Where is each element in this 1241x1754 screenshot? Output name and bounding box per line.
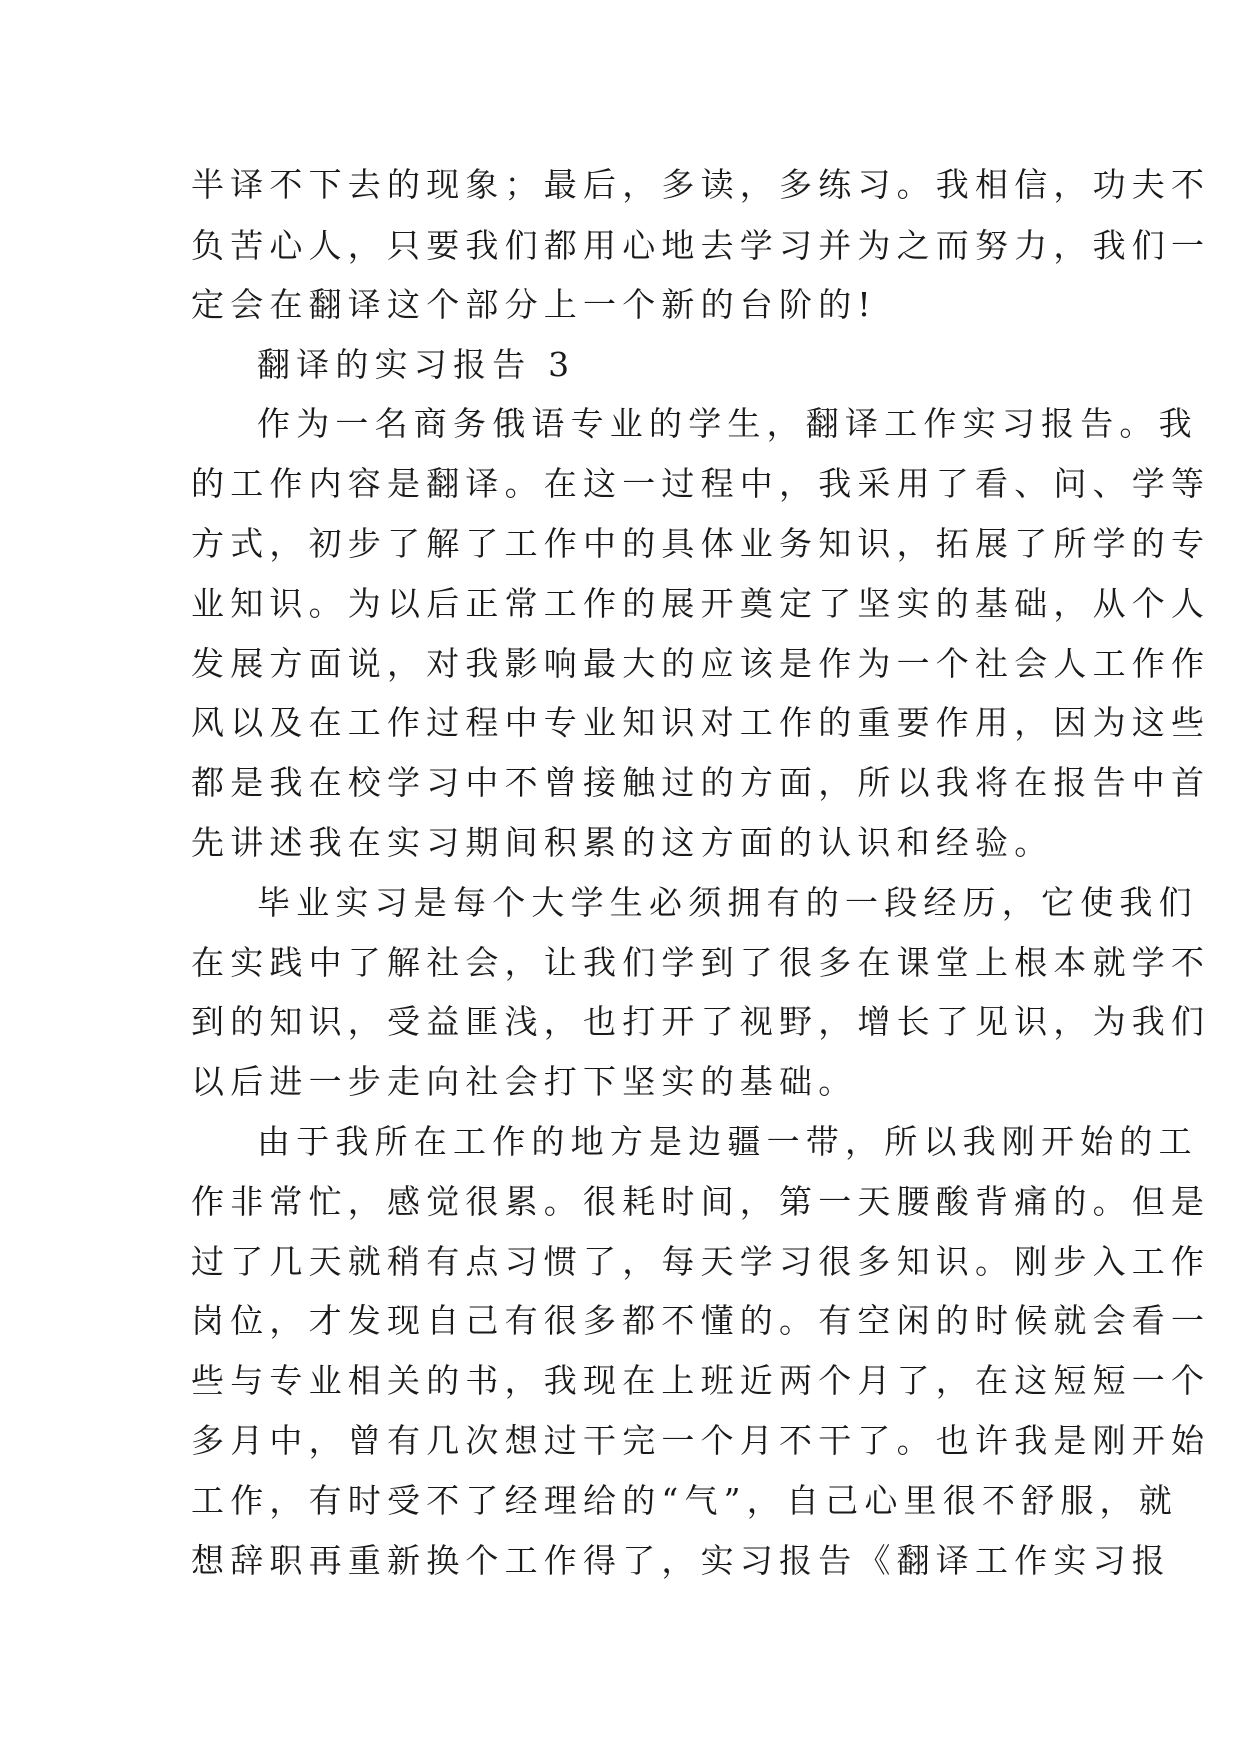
text-line: 业知识。为以后正常工作的展开奠定了坚实的基础，从个人 — [191, 584, 1211, 623]
text-line: 作非常忙，感觉很累。很耗时间，第一天腰酸背痛的。但是 — [191, 1182, 1211, 1221]
text-line: 些与专业相关的书，我现在上班近两个月了，在这短短一个 — [191, 1361, 1211, 1400]
text-line: 由于我所在工作的地方是边疆一带，所以我刚开始的工 — [257, 1122, 1198, 1161]
section-heading: 翻译的实习报告 3 — [257, 345, 576, 384]
text-line: 作为一名商务俄语专业的学生，翻译工作实习报告。我 — [257, 404, 1198, 443]
text-line: 过了几天就稍有点习惯了，每天学习很多知识。刚步入工作 — [191, 1242, 1211, 1281]
text-line: 负苦心人，只要我们都用心地去学习并为之而努力，我们一 — [191, 226, 1211, 265]
text-line: 多月中，曾有几次想过干完一个月不干了。也许我是刚开始 — [191, 1421, 1211, 1460]
text-line: 先讲述我在实习期间积累的这方面的认识和经验。 — [191, 823, 1054, 862]
text-line: 毕业实习是每个大学生必须拥有的一段经历，它使我们 — [257, 883, 1198, 922]
text-line: 都是我在校学习中不曾接触过的方面，所以我将在报告中首 — [191, 763, 1211, 802]
text-line: 方式，初步了解了工作中的具体业务知识，拓展了所学的专 — [191, 524, 1211, 563]
text-line: 在实践中了解社会，让我们学到了很多在课堂上根本就学不 — [191, 943, 1211, 982]
text-line: 想辞职再重新换个工作得了，实习报告《翻译工作实习报 — [191, 1541, 1171, 1580]
text-line: 到的知识，受益匪浅，也打开了视野，增长了见识，为我们 — [191, 1002, 1211, 1041]
text-line: 风以及在工作过程中专业知识对工作的重要作用，因为这些 — [191, 703, 1211, 742]
text-line: 的工作内容是翻译。在这一过程中，我采用了看、问、学等 — [191, 464, 1211, 503]
text-line: 发展方面说，对我影响最大的应该是作为一个社会人工作作 — [191, 644, 1211, 683]
text-line: 以后进一步走向社会打下坚实的基础。 — [191, 1062, 858, 1101]
text-line: 岗位，才发现自己有很多都不懂的。有空闲的时候就会看一 — [191, 1301, 1211, 1340]
text-line: 定会在翻译这个部分上一个新的台阶的! — [191, 285, 877, 324]
text-line: 工作，有时受不了经理给的“气”，自己心里很不舒服，就 — [191, 1481, 1178, 1520]
text-line: 半译不下去的现象；最后，多读，多练习。我相信，功夫不 — [191, 165, 1211, 204]
